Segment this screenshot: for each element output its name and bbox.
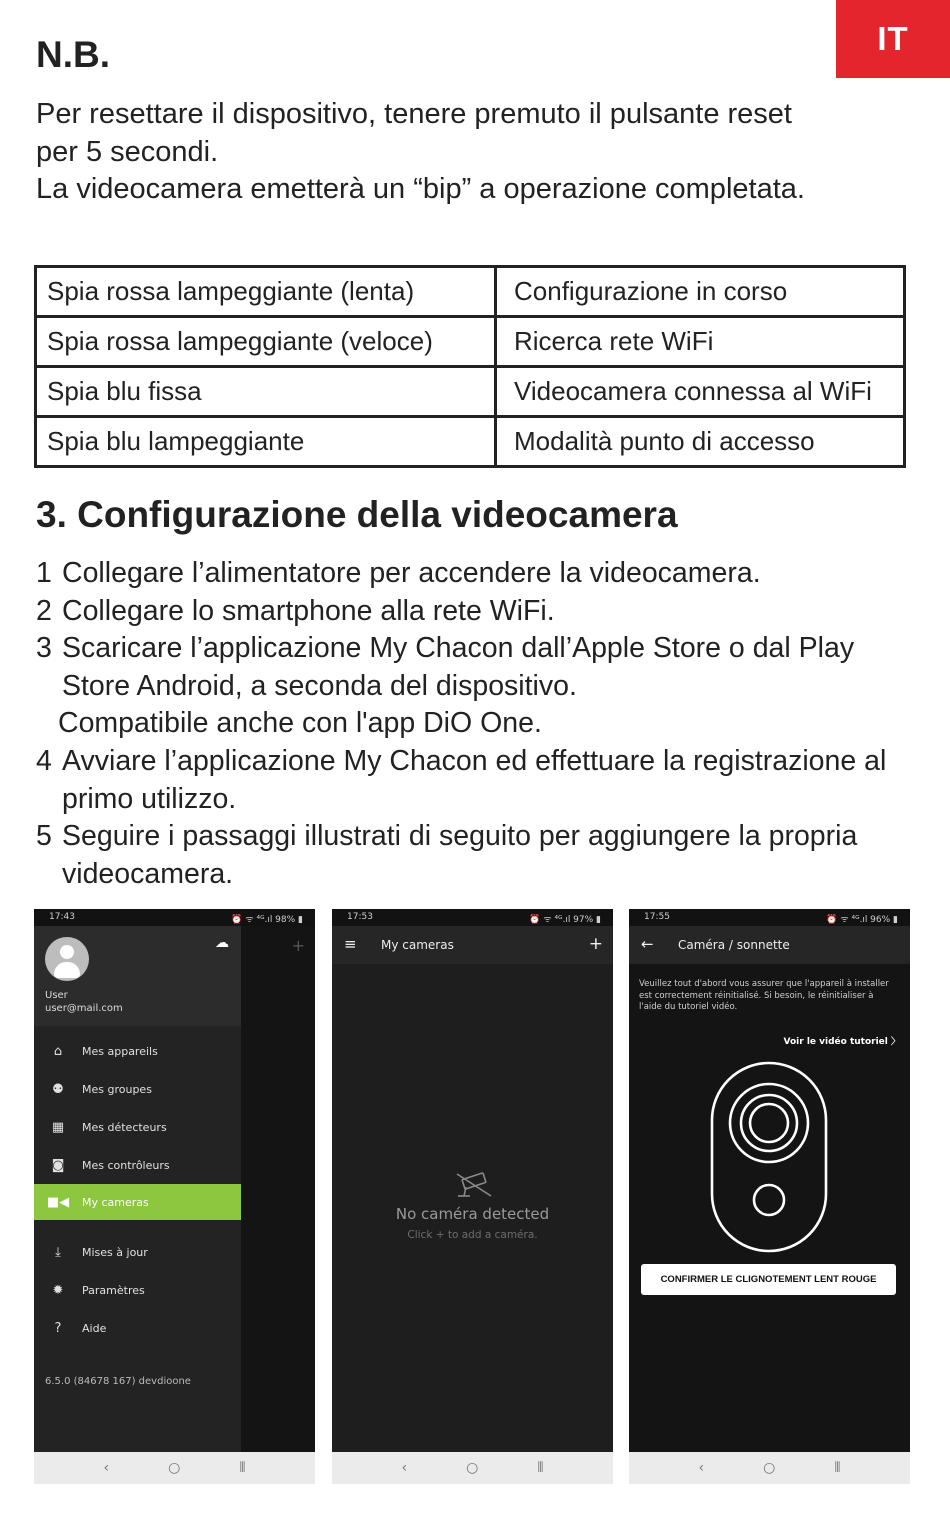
status-icons: ⏰ ᯤ ⁴ᴳ.ıl 96% ▮ (826, 915, 898, 925)
nb-title: N.B. (36, 34, 110, 75)
add-camera-icon[interactable]: + (588, 934, 603, 954)
groups-icon: ⚉ (52, 1081, 64, 1097)
section-title: 3. Configurazione della videocamera (36, 494, 678, 535)
doorbell-camera-icon (710, 1061, 828, 1253)
meaning-cell: Videocamera connessa al WiFi (496, 367, 905, 417)
drawer-header (34, 926, 241, 1026)
scrim-overlay (241, 926, 315, 1452)
meaning-cell: Configurazione in corso (496, 267, 905, 317)
settings-icon: ✹ (52, 1282, 64, 1298)
menu-item-mes-appareils[interactable] (34, 1033, 241, 1069)
phone-screenshot-cameras (332, 909, 613, 1484)
led-status-table (34, 265, 906, 468)
step-number: 2 (36, 594, 52, 627)
detector-icon: ▦ (51, 1119, 65, 1135)
meaning-cell: Ricerca rete WiFi (496, 317, 905, 367)
help-icon: ? (54, 1320, 62, 1336)
menu-item-mes-detecteurs[interactable] (34, 1109, 241, 1145)
step-number: 4 (36, 744, 52, 777)
menu-item-label: Mes contrôleurs (82, 1158, 170, 1172)
setup-steps (36, 555, 926, 893)
status-bar (332, 909, 613, 926)
step-item (36, 630, 926, 705)
table-row (36, 267, 905, 317)
step-text: Avviare l’applicazione My Chacon ed effettuare la registrazione al primo utilizzo. (62, 744, 887, 815)
led-cell: Spia blu lampeggiante (36, 417, 496, 467)
app-bar (629, 926, 910, 964)
step-item (36, 555, 926, 593)
nb-line: La videocamera emetterà un “bip” a operazione completata. (36, 173, 805, 205)
avatar[interactable] (45, 937, 89, 981)
pairing-content (629, 964, 910, 1452)
step-item (36, 705, 926, 743)
led-cell: Spia rossa lampeggiante (veloce) (36, 317, 496, 367)
recents-nav-icon[interactable]: ⦀ (239, 1460, 246, 1476)
nb-line: Per resettare il dispositivo, tenere premuto il pulsante reset (36, 98, 792, 130)
navigation-drawer (34, 926, 241, 1452)
step-item (36, 593, 926, 631)
home-nav-icon[interactable]: ○ (168, 1460, 181, 1476)
screen-title: Caméra / sonnette (678, 938, 790, 952)
step-number: 5 (36, 820, 52, 853)
step-item (36, 743, 926, 818)
hamburger-menu-icon[interactable]: ≡ (344, 935, 357, 953)
app-bar (332, 926, 613, 964)
menu-item-parametres[interactable] (34, 1272, 241, 1308)
download-icon: ⤓ (55, 1244, 61, 1260)
menu-item-my-cameras[interactable] (34, 1184, 241, 1220)
step-text: Seguire i passaggi illustrati di seguito per aggiungere la propria videocamera. (62, 820, 858, 890)
no-camera-icon (454, 1171, 494, 1199)
status-icons: ⏰ ᯤ ⁴ᴳ.ıl 97% ▮ (529, 915, 601, 925)
table-row (36, 317, 905, 367)
step-number: 3 (36, 632, 52, 665)
menu-item-label: Mises à jour (82, 1245, 148, 1259)
back-nav-icon[interactable]: ‹ (401, 1460, 408, 1476)
confirm-slow-red-blink-button[interactable]: CONFIRMER LE CLIGNOTEMENT LENT ROUGE (641, 1264, 896, 1295)
led-cell: Spia rossa lampeggiante (lenta) (36, 267, 496, 317)
nb-text (36, 96, 916, 209)
nb-line: per 5 secondi. (36, 135, 219, 168)
step-number: 1 (36, 557, 52, 589)
table-row (36, 367, 905, 417)
back-arrow-icon[interactable]: ← (641, 935, 654, 953)
user-name: User (45, 990, 68, 1001)
table-row (36, 417, 905, 467)
screen-title: My cameras (381, 938, 454, 952)
step-text: Collegare l’alimentatore per accendere la videocamera. (62, 557, 761, 589)
android-nav-bar (629, 1452, 910, 1484)
tutorial-link[interactable]: Voir le vidéo tutoriel 〉 (783, 1037, 900, 1047)
menu-item-mes-groupes[interactable] (34, 1071, 241, 1107)
android-nav-bar (332, 1452, 613, 1484)
menu-item-label: Paramètres (82, 1283, 145, 1297)
step-text: Compatibile anche con l'app DiO One. (58, 707, 542, 740)
controller-icon: ◙ (51, 1157, 65, 1173)
cloud-icon[interactable]: ☁ (215, 935, 229, 951)
status-icons: ⏰ ᯤ ⁴ᴳ.ıl 98% ▮ (231, 915, 303, 925)
menu-item-aide[interactable] (34, 1310, 241, 1346)
status-bar (34, 909, 315, 926)
android-nav-bar (34, 1452, 315, 1484)
menu-item-label: Aide (82, 1321, 107, 1335)
status-time: 17:55 (644, 912, 670, 922)
led-cell: Spia blu fissa (36, 367, 496, 417)
back-nav-icon[interactable]: ‹ (698, 1460, 705, 1476)
recents-nav-icon[interactable]: ⦀ (537, 1460, 544, 1476)
home-nav-icon[interactable]: ○ (763, 1460, 776, 1476)
step-text: Scaricare l’applicazione My Chacon dall’Apple Store o dal Play Store Android, a seconda del dispositivo. (62, 632, 855, 702)
menu-item-mises-a-jour[interactable] (34, 1234, 241, 1270)
menu-item-label: Mes appareils (82, 1044, 158, 1058)
add-icon: + (291, 936, 305, 955)
step-item (36, 818, 926, 893)
empty-state-title: No caméra detected (395, 1205, 550, 1223)
home-nav-icon[interactable]: ○ (466, 1460, 479, 1476)
empty-state-hint: Click + to add a caméra. (407, 1229, 538, 1241)
step-text: Collegare lo smartphone alla rete WiFi. (62, 594, 555, 627)
menu-item-label: My cameras (82, 1195, 149, 1209)
reset-instructions: Veuillez tout d'abord vous assurer que l'appareil à installer est correctement réinitialisé. Si besoin, le réinitialiser à l'aide du tutoriel vidéo. (639, 979, 889, 1012)
phone-screenshot-menu (34, 909, 315, 1484)
language-tab: IT (836, 0, 950, 78)
camera-icon: ■◀ (46, 1194, 70, 1210)
menu-item-mes-controleurs[interactable] (34, 1147, 241, 1183)
home-icon: ⌂ (53, 1043, 63, 1059)
menu-item-label: Mes groupes (82, 1082, 152, 1096)
recents-nav-icon[interactable]: ⦀ (834, 1460, 841, 1476)
status-bar (629, 909, 910, 926)
phone-screenshot-pairing (629, 909, 910, 1484)
user-email: user@mail.com (45, 1003, 123, 1014)
menu-item-label: Mes détecteurs (82, 1120, 167, 1134)
back-nav-icon[interactable]: ‹ (103, 1460, 110, 1476)
status-time: 17:43 (49, 912, 75, 922)
meaning-cell: Modalità punto di accesso (496, 417, 905, 467)
app-version: 6.5.0 (84678 167) devdioone (45, 1376, 191, 1387)
status-time: 17:53 (347, 912, 373, 922)
